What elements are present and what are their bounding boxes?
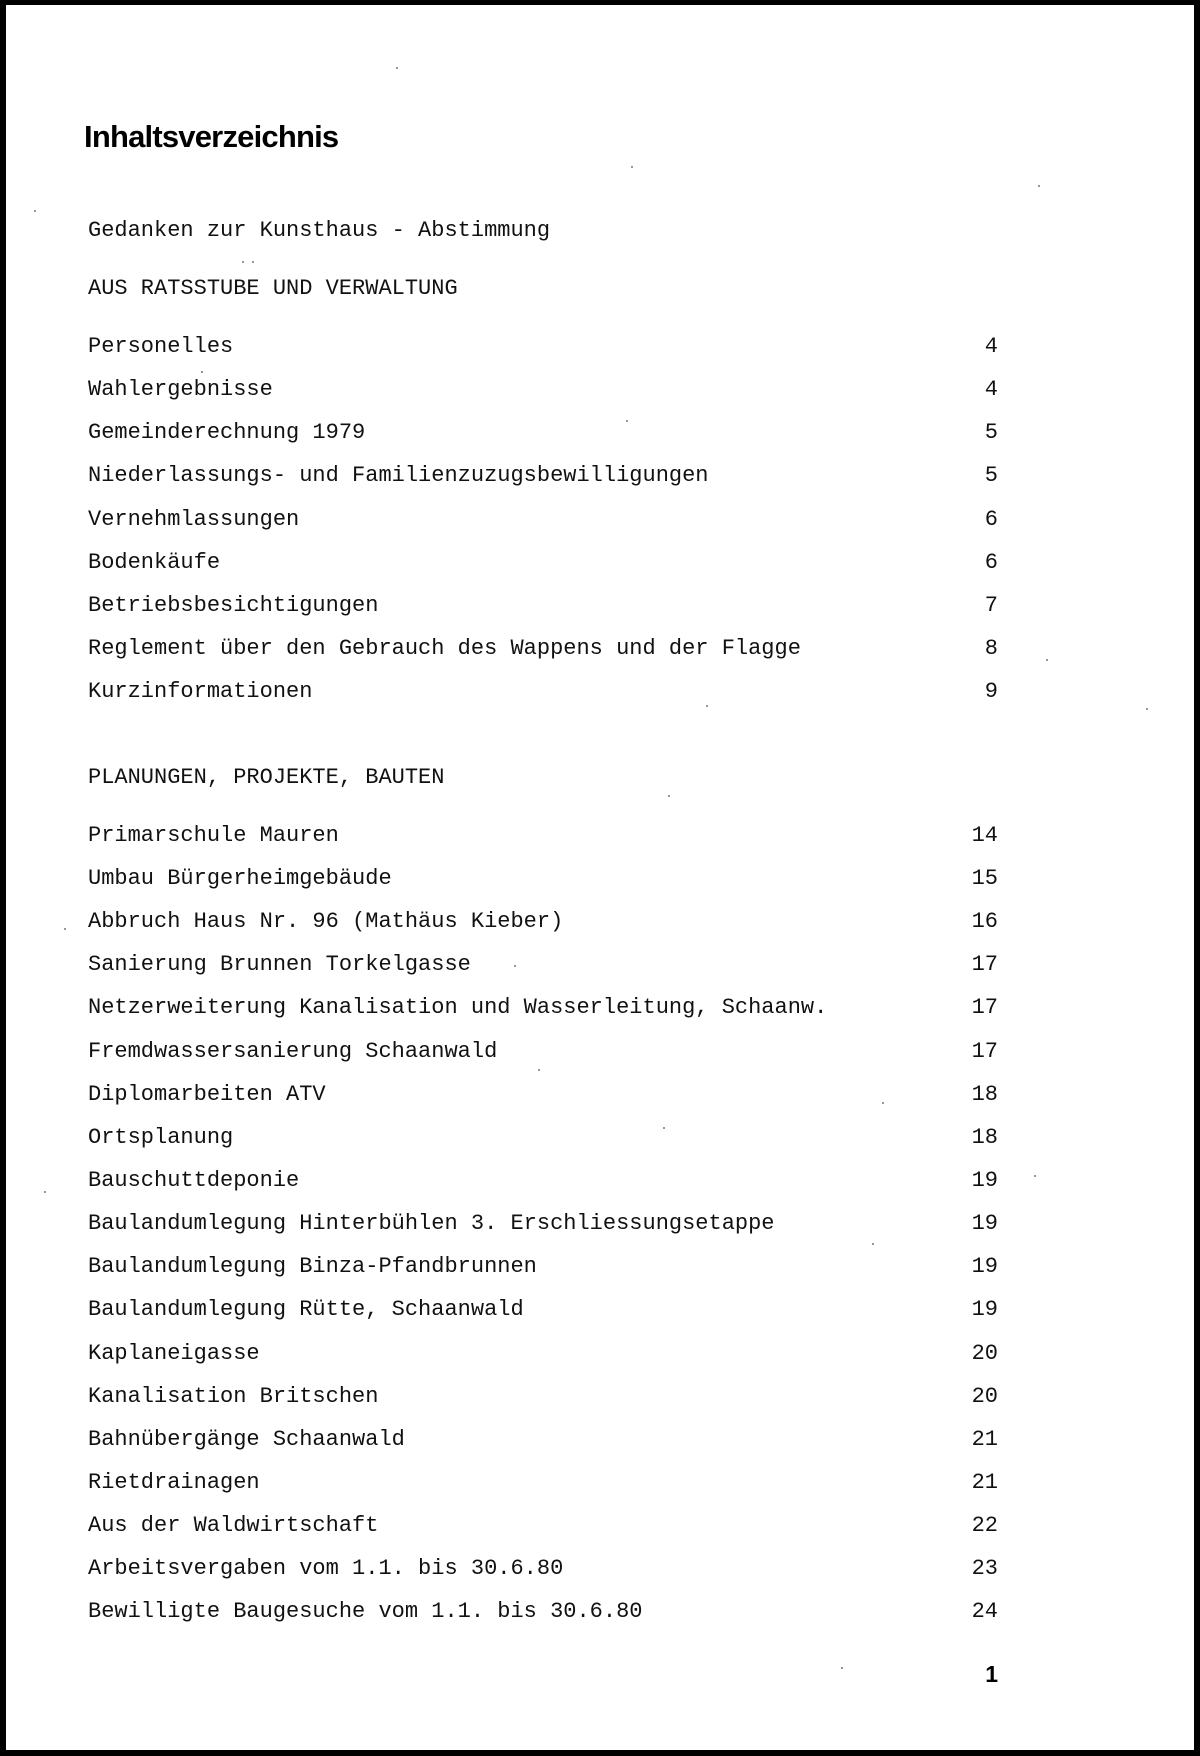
toc-entry-label: Bewilligte Baugesuche vom 1.1. bis 30.6.80 [88,1598,643,1624]
scan-speck [64,928,66,930]
toc-entry [88,1251,998,1281]
toc-entry-page: 4 [984,376,998,402]
scan-speck [1146,708,1148,710]
scan-speck [631,166,633,168]
toc-entry-label: Netzerweiterung Kanalisation und Wasserleitung, Schaanw. [88,994,828,1020]
toc-entry [88,949,998,979]
toc-entry-page: 21 [971,1426,998,1452]
toc-entry-label: Niederlassungs- und Familienzuzugsbewilligungen [88,462,709,488]
toc-entry-page: 19 [971,1210,998,1236]
toc-entry [88,460,998,490]
toc-entry [88,1294,998,1324]
scan-speck [882,1102,884,1104]
toc-entry-page: 18 [971,1124,998,1150]
toc-entry-page: 17 [971,951,998,977]
toc-entry-page: 9 [984,678,998,704]
toc-entry [88,676,998,706]
intro-text: Gedanken zur Kunsthaus - Abstimmung [88,217,551,243]
toc-entry-label: Baulandumlegung Rütte, Schaanwald [88,1296,524,1322]
toc-entry-page: 8 [984,635,998,661]
toc-entry-label: Betriebsbesichtigungen [88,592,379,618]
toc-entry [88,1467,998,1497]
toc-entry-page: 19 [971,1253,998,1279]
scan-speck [1046,659,1048,661]
toc-entry-label: Bodenkäufe [88,549,221,575]
toc-entry [88,504,998,534]
toc-entry [88,1424,998,1454]
toc-entry-label: Diplomarbeiten ATV [88,1081,326,1107]
toc-entry-label: Kaplaneigasse [88,1340,260,1366]
toc-entry-label: Arbeitsvergaben vom 1.1. bis 30.6.80 [88,1555,564,1581]
toc-entry [88,1036,998,1066]
toc-entry [88,1079,998,1109]
toc-entry [88,1381,998,1411]
page-number: 1 [985,1661,998,1687]
toc-entry-label: Gemeinderechnung 1979 [88,419,366,445]
scan-speck [34,210,36,212]
toc-entry-page: 5 [984,419,998,445]
toc-entry-page: 20 [971,1383,998,1409]
toc-entry-page: 15 [971,865,998,891]
toc-entry [88,992,998,1022]
scan-speck [668,795,670,797]
toc-entry-page: 5 [984,462,998,488]
toc-entry-page: 6 [984,506,998,532]
toc-entry [88,863,998,893]
toc-entry [88,547,998,577]
toc-entry-label: Ortsplanung [88,1124,234,1150]
scan-speck [663,1127,665,1129]
toc-entry [88,820,998,850]
toc-entry [88,906,998,936]
scan-speck [1038,185,1040,187]
toc-entry-label: Wahlergebnisse [88,376,273,402]
toc-entry [88,1596,998,1626]
toc-entry [88,1338,998,1368]
toc-entry-label: Kanalisation Britschen [88,1383,379,1409]
toc-entry-label: Sanierung Brunnen Torkelgasse [88,951,471,977]
toc-entry-page: 16 [971,908,998,934]
intro-line [88,215,998,245]
scan-speck [706,705,708,707]
scan-speck [538,1069,540,1071]
toc-entry-page: 20 [971,1340,998,1366]
scan-speck [201,371,203,373]
toc-entry-label: Primarschule Mauren [88,822,339,848]
toc-entry-page: 17 [971,994,998,1020]
toc-entry-page: 24 [971,1598,998,1624]
toc-entry-page: 6 [984,549,998,575]
scan-speck [872,1243,874,1245]
toc-entry [88,590,998,620]
toc-entry-label: Baulandumlegung Hinterbühlen 3. Erschliessungsetappe [88,1210,775,1236]
scan-speck [242,261,244,263]
toc-entry [88,331,998,361]
toc-entry-page: 18 [971,1081,998,1107]
toc-entry [88,633,998,663]
scan-speck [252,261,254,263]
toc-entry-page: 22 [971,1512,998,1538]
toc-entry-label: Kurzinformationen [88,678,313,704]
scan-speck [841,1667,843,1669]
toc-entry-label: Aus der Waldwirtschaft [88,1512,379,1538]
toc-entry-label: Vernehmlassungen [88,506,300,532]
toc-entry-label: Reglement über den Gebrauch des Wappens und der Flagge [88,635,801,661]
scan-speck [514,965,516,967]
scan-speck [1034,1175,1036,1177]
toc-entry-label: Personelles [88,333,234,359]
section-heading-text: AUS RATSSTUBE UND VERWALTUNG [88,275,458,301]
toc-entry-label: Fremdwassersanierung Schaanwald [88,1038,498,1064]
toc-entry-label: Umbau Bürgerheimgebäude [88,865,392,891]
toc-entry [88,1510,998,1540]
section-heading-text: PLANUNGEN, PROJEKTE, BAUTEN [88,764,445,790]
toc-entry-label: Baulandumlegung Binza-Pfandbrunnen [88,1253,537,1279]
toc-entry-label: Rietdrainagen [88,1469,260,1495]
scan-speck [396,67,398,69]
toc-entry-label: Bauschuttdeponie [88,1167,300,1193]
toc-entry-page: 23 [971,1555,998,1581]
toc-entry-page: 7 [984,592,998,618]
toc-entry [88,1208,998,1238]
toc-entry-page: 4 [984,333,998,359]
toc-entry [88,1165,998,1195]
toc-entry-label: Bahnübergänge Schaanwald [88,1426,405,1452]
toc-entry-page: 17 [971,1038,998,1064]
toc-entry [88,417,998,447]
toc-entry [88,1122,998,1152]
toc-entry-page: 19 [971,1296,998,1322]
toc-entry-label: Abbruch Haus Nr. 96 (Mathäus Kieber) [88,908,564,934]
toc-entry-page: 21 [971,1469,998,1495]
toc-entry [88,1553,998,1583]
toc-entry [88,374,998,404]
scan-speck [626,420,628,422]
scan-speck [44,1191,46,1193]
toc-entry-page: 19 [971,1167,998,1193]
page-title: Inhaltsverzeichnis [84,119,339,154]
section-heading [88,762,998,792]
toc-entry-page: 14 [971,822,998,848]
section-heading [88,273,998,303]
